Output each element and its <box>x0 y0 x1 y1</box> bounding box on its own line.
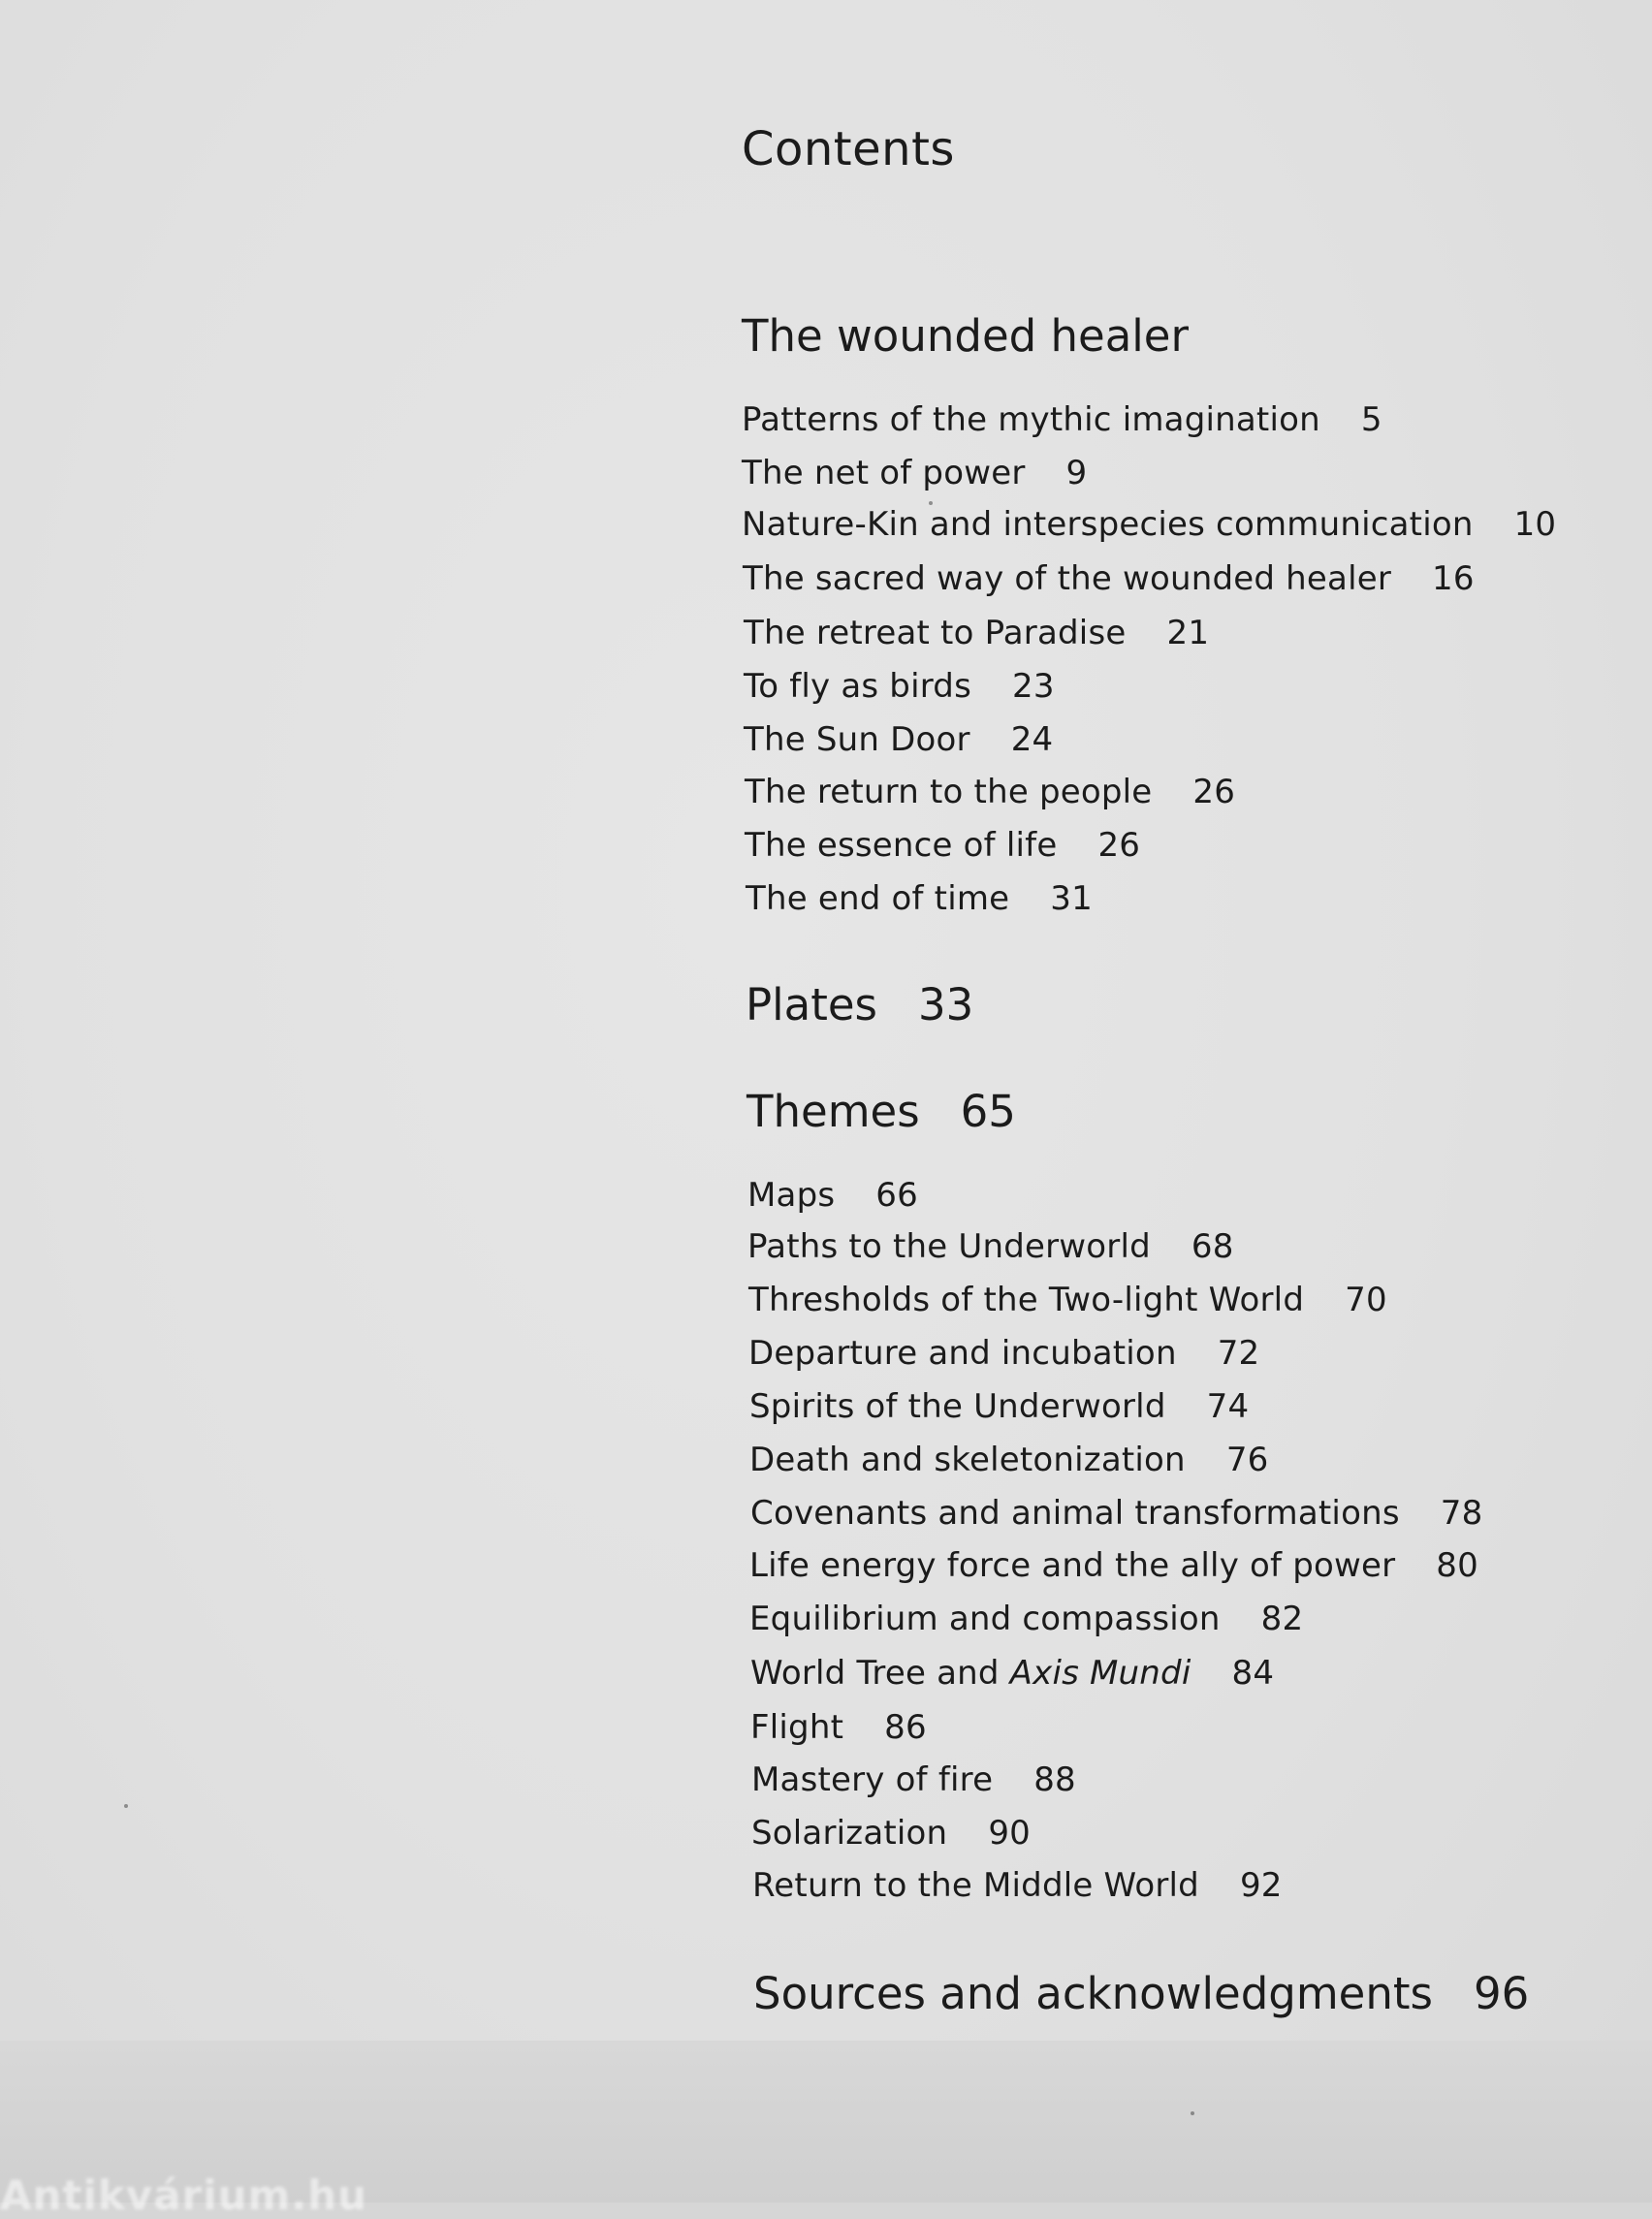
page-title: Contents <box>742 122 955 176</box>
entry-page: 26 <box>1097 826 1141 865</box>
toc-entry <box>752 1866 1283 1905</box>
entry-page: 31 <box>1050 879 1093 918</box>
entry-page: 70 <box>1345 1281 1387 1319</box>
dust-speck <box>929 501 933 505</box>
toc-entry <box>749 1600 1303 1638</box>
toc-entry <box>744 720 1053 759</box>
entry-title: The sacred way of the wounded healer <box>743 559 1392 598</box>
entry-title: Maps <box>747 1176 836 1215</box>
toc-entry <box>744 614 1209 652</box>
section-title: The wounded healer <box>742 310 1189 362</box>
entry-title: The end of time <box>746 879 1010 918</box>
entry-page: 5 <box>1360 400 1382 439</box>
entry-title: The Sun Door <box>744 720 970 759</box>
entry-title: The return to the people <box>745 773 1153 811</box>
entry-page: 88 <box>1033 1760 1076 1799</box>
entry-page: 21 <box>1166 614 1210 652</box>
entry-title: Life energy force and the ally of power <box>749 1546 1396 1585</box>
entry-page: 68 <box>1191 1227 1234 1266</box>
entry-title: Covenants and animal transformations <box>750 1494 1400 1533</box>
entry-title: Patterns of the mythic imagination <box>742 400 1320 439</box>
section-title: Sources and acknowledgments <box>753 1968 1433 2019</box>
entry-page: 80 <box>1436 1546 1478 1585</box>
entry-page: 66 <box>875 1176 918 1215</box>
entry-title: Mastery of fire <box>751 1760 994 1799</box>
toc-entry <box>746 879 1093 918</box>
entry-title: Solarization <box>751 1814 948 1853</box>
entry-page: 26 <box>1192 773 1236 811</box>
entry-page: 74 <box>1206 1387 1250 1426</box>
section-page: 33 <box>918 979 974 1030</box>
entry-title: Nature-Kin and interspecies communication <box>742 505 1474 544</box>
toc-entry <box>748 1334 1259 1373</box>
entry-page: 10 <box>1513 505 1557 544</box>
entry-title: To fly as birds <box>744 667 972 706</box>
entry-title: Spirits of the Underworld <box>749 1387 1166 1426</box>
section-title: Plates <box>746 979 877 1030</box>
entry-title: The net of power <box>742 454 1026 492</box>
toc-entry <box>749 1546 1478 1585</box>
toc-entry <box>742 505 1556 544</box>
dust-speck <box>124 1804 128 1808</box>
toc-entry <box>750 1494 1482 1533</box>
dust-speck <box>1191 2111 1194 2115</box>
section-heading-plates <box>746 979 973 1030</box>
toc-entry <box>747 1227 1234 1266</box>
entry-title: Return to the Middle World <box>752 1866 1199 1905</box>
entry-page: 90 <box>988 1814 1031 1853</box>
toc-entry <box>745 826 1140 865</box>
toc-entry <box>743 559 1475 598</box>
entry-title: Death and skeletonization <box>749 1441 1186 1479</box>
toc-entry <box>751 1760 1076 1799</box>
toc-entry <box>742 400 1382 439</box>
entry-page: 9 <box>1065 454 1088 492</box>
toc-entry <box>749 1441 1268 1479</box>
watermark: Antikvárium.hu <box>0 2171 368 2219</box>
section-page: 96 <box>1473 1968 1530 2019</box>
entry-page: 76 <box>1225 1441 1269 1479</box>
entry-title: The essence of life <box>745 826 1058 865</box>
entry-page: 82 <box>1260 1600 1304 1638</box>
entry-page: 78 <box>1440 1494 1483 1533</box>
section-heading-sources <box>753 1968 1529 2019</box>
toc-entry <box>751 1814 1031 1853</box>
toc-entry <box>750 1708 927 1747</box>
entry-page: 24 <box>1010 720 1054 759</box>
toc-entry <box>750 1654 1274 1693</box>
entry-title: Thresholds of the Two-light World <box>748 1281 1305 1319</box>
entry-page: 92 <box>1239 1866 1283 1905</box>
entry-title: Paths to the Underworld <box>747 1227 1151 1266</box>
entry-page: 23 <box>1012 667 1055 706</box>
entry-page: 86 <box>884 1708 927 1747</box>
entry-page: 16 <box>1432 559 1475 598</box>
entry-title: The retreat to Paradise <box>744 614 1127 652</box>
section-title: Themes <box>747 1086 920 1137</box>
entry-title: Departure and incubation <box>748 1334 1177 1373</box>
entry-title: Flight <box>750 1708 844 1747</box>
toc-entry <box>748 1281 1387 1319</box>
section-page: 65 <box>960 1086 1016 1137</box>
toc-entry <box>744 667 1055 706</box>
toc-entry <box>747 1176 918 1215</box>
entry-title: World Tree and <box>750 1654 1010 1693</box>
entry-page: 72 <box>1217 1334 1260 1373</box>
entry-page: 84 <box>1231 1654 1275 1693</box>
toc-entry <box>742 454 1087 492</box>
section-heading-themes <box>747 1086 1016 1137</box>
section-heading-wounded-healer <box>742 310 1189 362</box>
toc-entry <box>745 773 1235 811</box>
toc-entry <box>749 1387 1249 1426</box>
entry-title: Equilibrium and compassion <box>749 1600 1221 1638</box>
entry-title-italic: Axis Mundi <box>1009 1654 1191 1693</box>
